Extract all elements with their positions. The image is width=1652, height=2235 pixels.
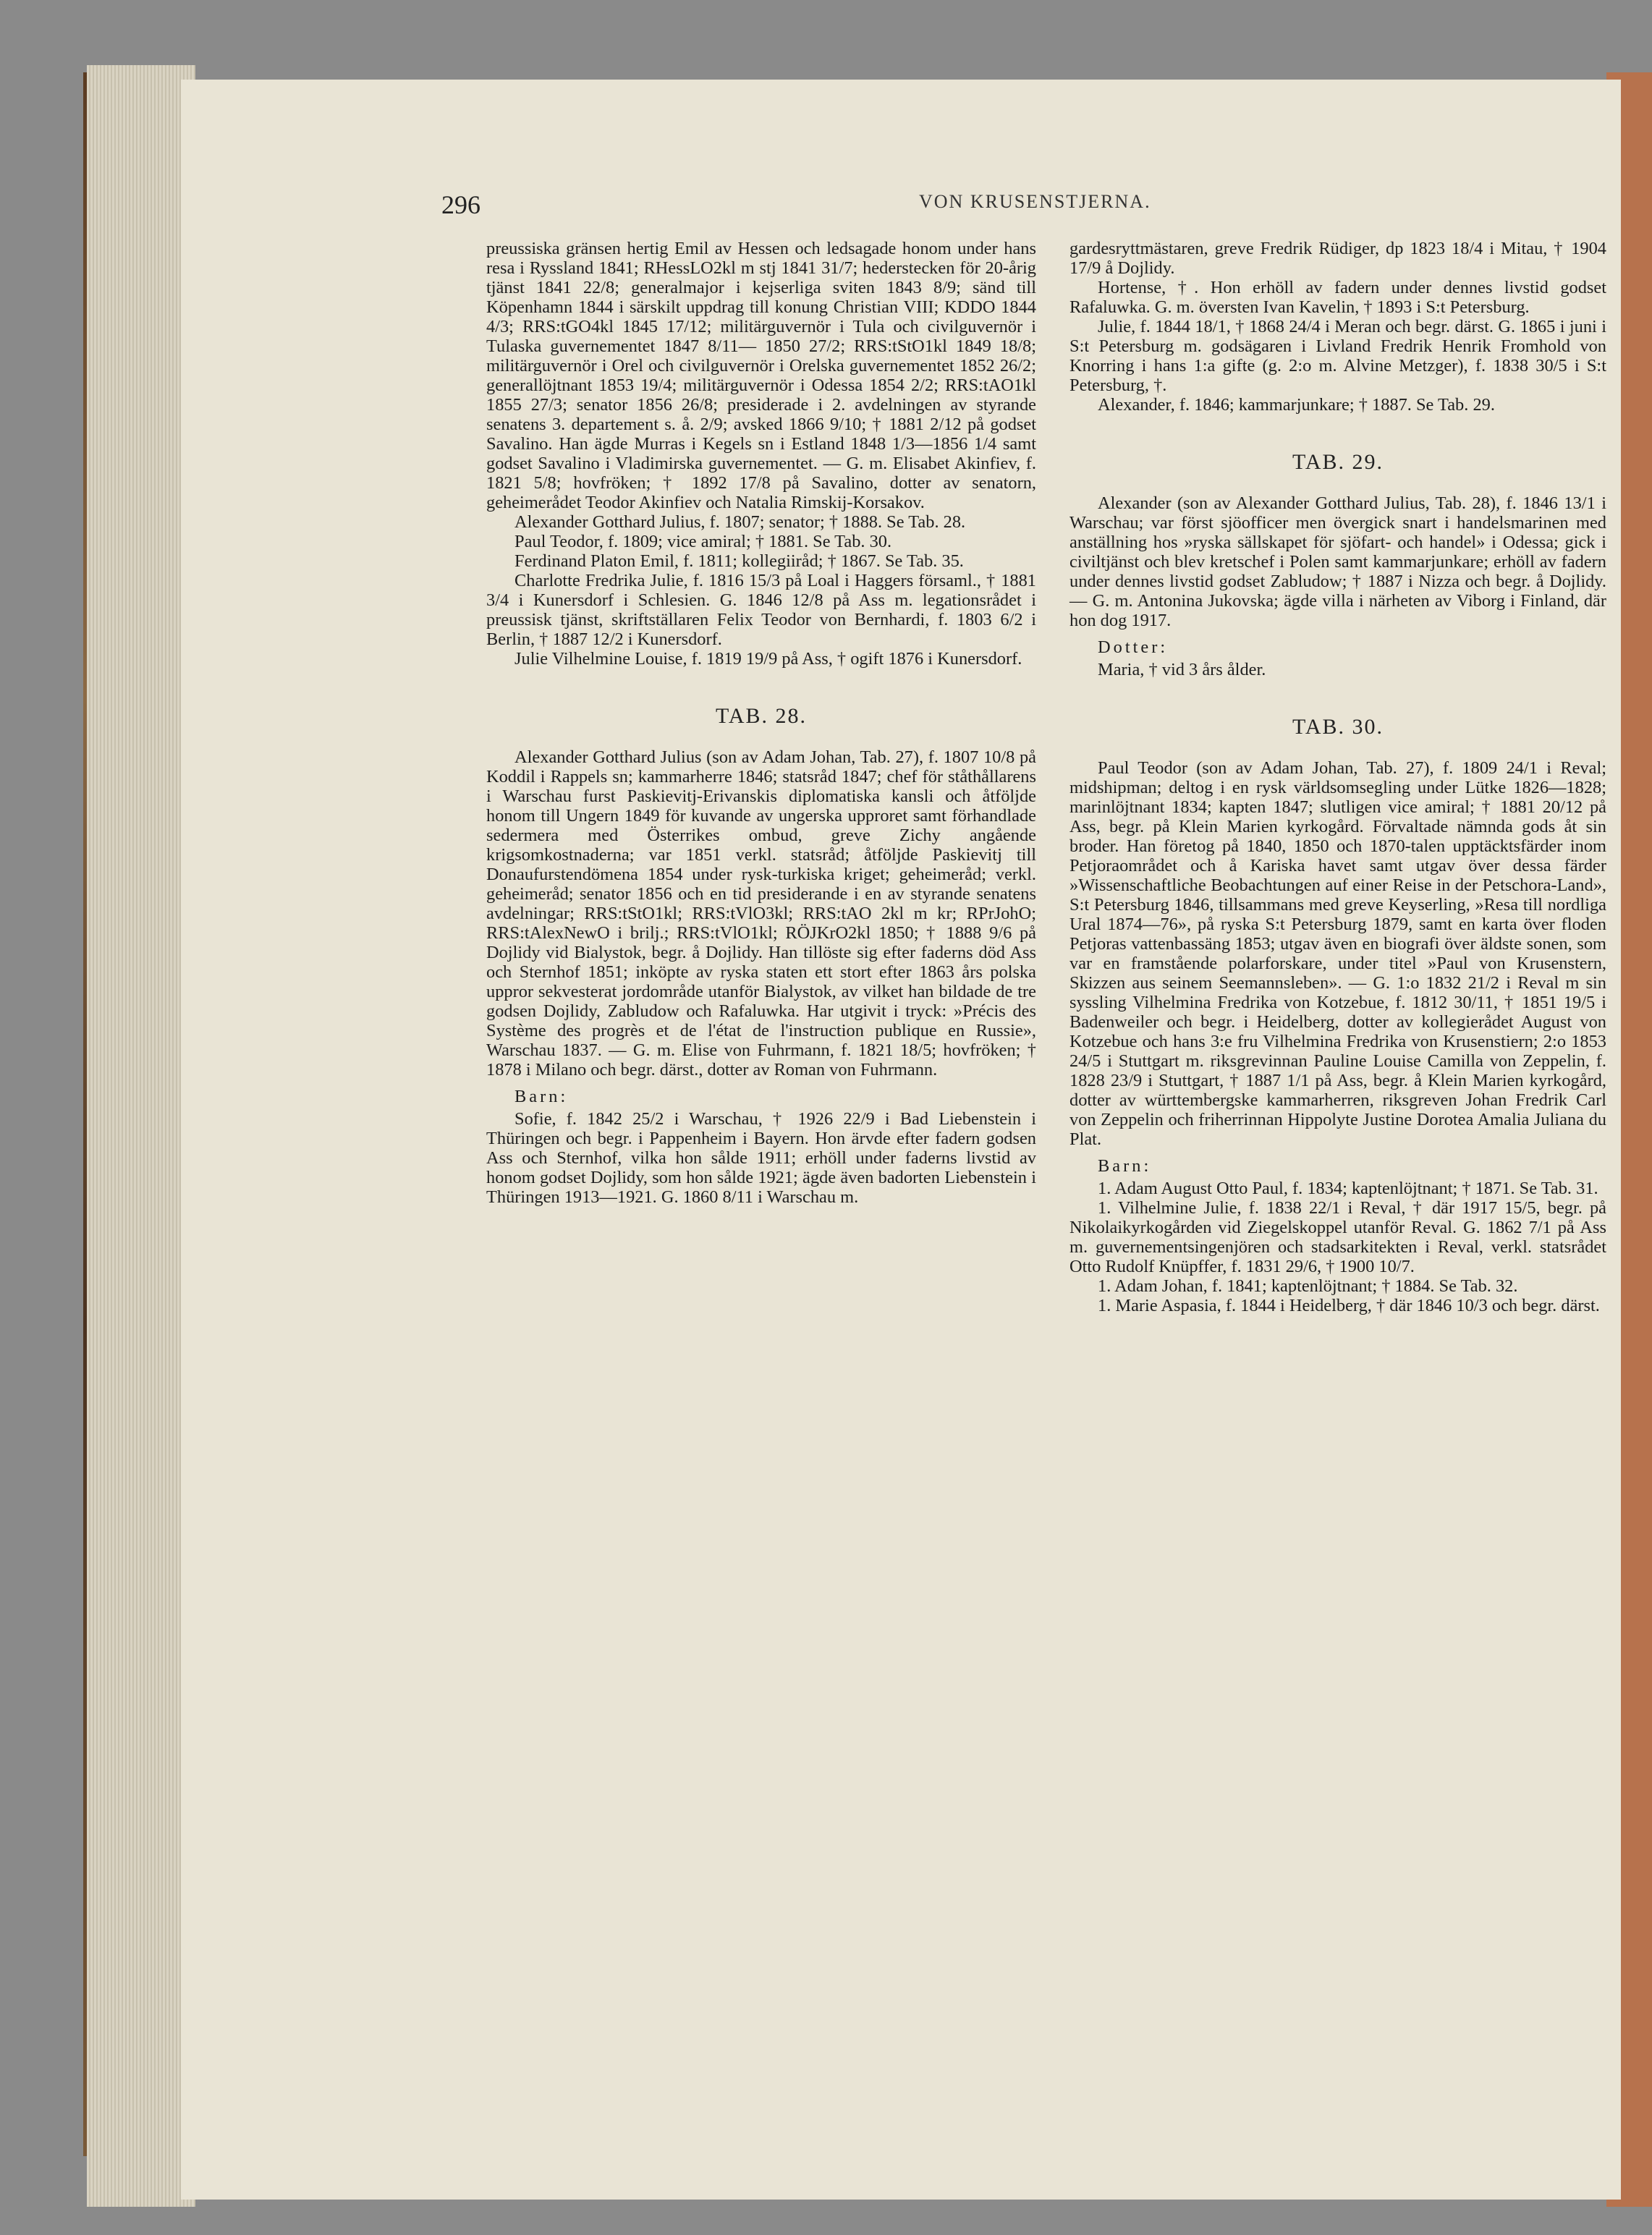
paragraph: 1. Adam Johan, f. 1841; kaptenlöjtnant; † 1884. Se Tab. 32. [1098, 1276, 1518, 1296]
paragraph: 1. Adam August Otto Paul, f. 1834; kaptenlöjtnant; † 1871. Se Tab. 31. [1098, 1179, 1598, 1198]
paragraph: Paul Teodor, f. 1809; vice amiral; † 1881. Se Tab. 30. [514, 532, 892, 551]
paragraph: Ferdinand Platon Emil, f. 1811; kollegiiråd; † 1867. Se Tab. 35. [514, 551, 964, 571]
paragraph: Julie, f. 1844 18/1, † 1868 24/4 i Meran och begr. därst. G. 1865 i juni i S:t Petersburg m. godsägaren i Livland Fredrik Henrik Fromhold von Knorring i hans 1:a gifte (g. 2:o m. Alvine Metzger), f. 1838 30/5 i S:t Petersburg, †. [1069, 317, 1606, 395]
page-edges [87, 65, 195, 2207]
paragraph: 1. Vilhelmine Julie, f. 1838 22/1 i Reval, † där 1917 15/5, begr. på Nikolaikyrkogården vid Ziegelskoppel utanför Reval. G. 1862 7/1 på Ass m. guvernementsingenjören och stadsarkitekten i Reval, verkl. statsrådet Otto Rudolf Knüpffer, f. 1831 29/6, † 1900 10/7. [1069, 1198, 1606, 1276]
paragraph: Maria, † vid 3 års ålder. [1098, 660, 1266, 679]
table-heading: TAB. 29. [1292, 450, 1384, 474]
section-label: Barn: [1098, 1156, 1152, 1176]
table-heading: TAB. 28. [715, 704, 808, 728]
paragraph: Alexander, f. 1846; kammarjunkare; † 1887. Se Tab. 29. [1098, 395, 1495, 415]
paragraph: Alexander Gotthard Julius (son av Adam Johan, Tab. 27), f. 1807 10/8 på Koddil i Rappels sn; kammarherre 1846; statsråd 1847; chef för ståthållarens i Warschau furst Paskievitj-Erivanskis diplomatiska kansli och åtföljde honom till Ungern 1849 för kuvande av ungerska upproret samt förhandlade sedermera med Österrikes ombud, greve Zichy angående krigsomkostnaderna; var 1851 verkl. statsråd; åtföljde Paskievitj till Donaufurstendömena 1854 under rysk-turkiska kriget; geheimeråd; verkl. geheimeråd; senator 1856 och en tid presiderande i en av styrande senatens avdelningar; RRS:tStO1kl; RRS:tVlO3kl; RRS:tAO 2kl m kr; RPrJohO; RRS:tAlexNewO i brilj.; RRS:tVlO1kl; RÖJKrO2kl 1850; † 1888 9/6 på Dojlidy vid Bialystok, begr. å Dojlidy. Han tillöste sig efter faderns död Ass och Sternhof 1851; inköpte av ryska staten ett stort efter 1863 års polska uppror sekvesterat jordområde utanför Bialystok, av vilket han bildade de tre godsen Dojlidy, Zabludow och Rafaluwka. Har utgivit i tryck: »Précis des Système des progrès et de l'état de l'instruction publique en Russie», Warschau 1837. — G. m. Elise von Fuhrmann, f. 1821 18/5; hovfröken; † 1878 i Milano och begr. därst., dotter av Roman von Fuhrmann. [486, 747, 1036, 1080]
paragraph: Hortense, †. Hon erhöll av fadern under dennes livstid godset Rafaluwka. G. m. översten Ivan Kavelin, † 1893 i S:t Petersburg. [1069, 278, 1606, 317]
paragraph: gardesryttmästaren, greve Fredrik Rüdiger, dp 1823 18/4 i Mitau, † 1904 17/9 å Dojlidy. [1069, 239, 1606, 278]
paragraph: 1. Marie Aspasia, f. 1844 i Heidelberg, † där 1846 10/3 och begr. därst. [1098, 1296, 1600, 1315]
paragraph: Alexander (son av Alexander Gotthard Julius, Tab. 28), f. 1846 13/1 i Warschau; var först sjöofficer men övergick snart i handelsmarinen med anställning hos »ryska sällskapet för sjöfart- och handel» i Odessa; gick i civiltjänst och blev kretschef i Polen samt kammarjunkare; erhöll av fadern under dennes livstid godset Zabludow; † 1887 i Nizza och begr. å Dojlidy. — G. m. Antonina Jukovska; ägde villa i närheten av Viborg i Finland, där hon dog 1917. [1069, 493, 1606, 630]
paragraph: Alexander Gotthard Julius, f. 1807; senator; † 1888. Se Tab. 28. [514, 512, 966, 532]
left-column [486, 239, 1036, 1207]
section-label: Dotter: [1098, 637, 1169, 657]
running-title: VON KRUSENSTJERNA. [919, 191, 1151, 212]
paragraph: Sofie, f. 1842 25/2 i Warschau, † 1926 22/9 i Bad Liebenstein i Thüringen och begr. i Pappenheim i Bayern. Hon ärvde efter fadern godsen Ass och Sternhof, vilka hon sålde 1911; erhöll under faderns livstid av honom godset Dojlidy, som hon sålde 1921; ägde även badorten Liebenstein i Thüringen 1913—1921. G. 1860 8/11 i Warschau m. [486, 1109, 1036, 1207]
table-heading: TAB. 30. [1292, 715, 1384, 739]
page-header [441, 190, 1570, 219]
paragraph: preussiska gränsen hertig Emil av Hessen och ledsagade honom under hans resa i Ryssland 1841; RHessLO2kl m stj 1841 31/7; hederstecken för 20-årig tjänst 1841 22/8; generalmajor i kejserliga sviten 1843 8/9; sänd till Köpenhamn 1844 i särskilt uppdrag till konung Christian VIII; KDDO 1844 4/3; RRS:tGO4kl 1845 17/12; militärguvernör i Tula och civilguvernör i Tulaska guvernementet 1847 8/11— 1850 27/2; RRS:tStO1kl 1849 18/8; militärguvernör i Orel och civilguvernör i Orelska guvernementet 1852 26/2; generallöjtnant 1853 19/4; militärguvernör i Odessa 1854 2/2; RRS:tAO1kl 1855 27/3; senator 1856 26/8; presiderade i 2. avdelningen av styrande senatens 3. departement s. å. 2/9; avsked 1866 9/10; † 1881 2/12 på godset Savalino. Han ägde Murras i Kegels sn i Estland 1848 1/3—1856 1/4 samt godset Savalino i Vladimirska guvernementet. — G. m. Elisabet Akinfiev, f. 1821 5/8; hovfröken; † 1892 17/8 på Savalino, dotter av senatorn, geheimerådet Teodor Akinfiev och Natalia Rimskij-Korsakov. [486, 239, 1036, 512]
paragraph: Paul Teodor (son av Adam Johan, Tab. 27), f. 1809 24/1 i Reval; midshipman; deltog i en rysk världsomsegling under Lütke 1826—1828; marinlöjtnant 1834; kapten 1847; slutligen vice amiral; † 1881 20/12 på Ass, begr. på Klein Marien kyrkogård. Förvaltade nämnda gods åt sin broder. Han företog på 1840, 1850 och 1870-talen upptäcktsfärder inom Petjoraområdet och å Kariska havet samt utgav över dessa färder »Wissenschaftliche Beobachtungen auf einer Reise in der Petschora-Land», S:t Petersburg 1846, tillsammans med greve Keyserling, »Resa till nordliga Ural 1874—76», på ryska S:t Petersburg 1879, samt en karta över floden Petjoras vattenbassäng 1853; utgav även en biografi över äldste sonen, som var en framstående polarforskare, under titel »Paul von Krusenstern, Skizzen aus seinem Seemannsleben». — G. 1:o 1832 21/2 i Reval m sin syssling Vilhelmina Fredrika von Kotzebue, f. 1812 30/11, † 1851 19/5 i Badenweiler och begr. i Heidelberg, dotter av kollegierådet August von Kotzebue och hans 3:e fru Vilhelmina Fredrika von Krusenstiern; 2:o 1853 24/5 i Stuttgart m. riksgrevinnan Pauline Louise Camilla von Zeppelin, f. 1828 23/9 i Stuttgart, † 1887 1/1 på Ass, begr. å Klein Marien kyrkogård, dotter av württembergske kammarherren, riksgreven Johan Fredrik Carl von Zeppelin och friherrinnan Hippolyte Justine Dorotea Amalia Juliana du Plat. [1069, 758, 1606, 1149]
section-label: Barn: [514, 1087, 569, 1106]
paragraph: Charlotte Fredrika Julie, f. 1816 15/3 på Loal i Haggers församl., † 1881 3/4 i Kunersdorf i Schlesien. G. 1846 12/8 på Ass m. legationsrådet i preussisk tjänst, skriftställaren Felix Teodor von Bernhardi, f. 1803 6/2 i Berlin, † 1887 12/2 i Kunersdorf. [486, 571, 1036, 649]
right-column [1069, 239, 1606, 1315]
paragraph: Julie Vilhelmine Louise, f. 1819 19/9 på Ass, † ogift 1876 i Kunersdorf. [514, 649, 1022, 669]
page-number: 296 [441, 190, 480, 219]
